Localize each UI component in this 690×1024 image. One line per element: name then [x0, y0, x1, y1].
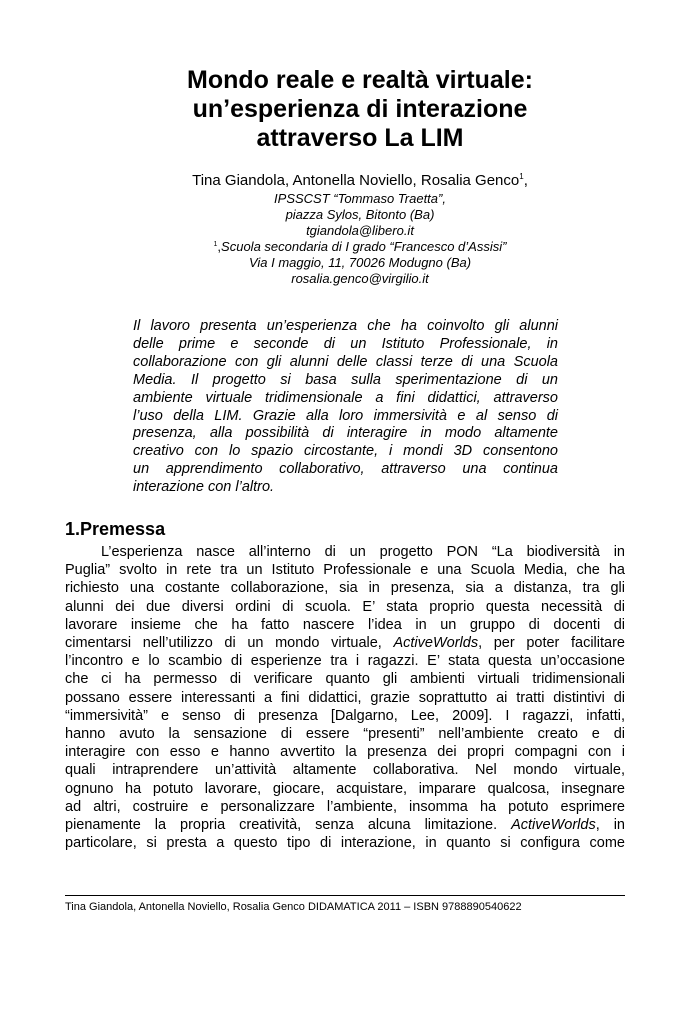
affiliation-2-address: Via I maggio, 11, 70026 Modugno (Ba) — [248, 255, 472, 270]
abstract-line: Il lavoro presenta un’esperienza che ha coinvolto gli alunni — [133, 318, 558, 334]
body-line: lavorare insieme che ha fatto nascere l’idea in un gruppo di docenti di — [65, 616, 625, 633]
affiliation-2-name: Scuola secondaria di I grado “Francesco d’Assisi” — [221, 239, 507, 254]
abstract-line: collaborazione con gli alunni delle classi terze di una Scuola — [133, 353, 558, 370]
affiliation-2-superscript: 1 — [213, 241, 218, 248]
section-heading: 1.Premessa — [65, 519, 166, 539]
page-footer: Tina Giandola, Antonella Noviello, Rosalia Genco DIDAMATICA 2011 – ISBN 9788890540622 — [65, 901, 522, 913]
authors-superscript: 1 — [519, 172, 524, 181]
body-line: L’esperienza nasce all’interno di un progetto PON “La biodiversità in — [101, 544, 625, 560]
body-line: richiesto una costante collaborazione, sia in presenza, sia a distanza, tra gli — [65, 580, 625, 597]
author-list — [70, 171, 650, 190]
body-line: possano essere interessanti a fini didattici, grazie soprattutto ai tratti distintivi di — [65, 689, 625, 706]
body-line: interagire con esso e hanno avvertito la presenza dei propri compagni con i — [65, 744, 625, 761]
affiliation-2-name-line — [70, 239, 650, 255]
body-line: ad altri, costruire e personalizzare l’ambiente, insomma ha potuto esprimere — [65, 798, 625, 815]
abstract-line: Media. Il progetto si basa sulla sperimentazione di un — [133, 371, 558, 388]
body-line: quali intraprendere un’attività altamente collaborativa. Nel mondo virtuale, — [65, 762, 625, 779]
body-line: che ci ha permesso di verificare quanto gli ambienti virtuali tridimensionali — [65, 671, 625, 688]
paper-title — [70, 66, 650, 153]
affiliations — [70, 191, 650, 287]
body-line: hanno avuto la sensazione di essere “presenti” nell’ambiente creato e di — [65, 726, 625, 743]
abstract — [133, 318, 558, 497]
affiliation-1-address: piazza Sylos, Bitonto (Ba) — [285, 207, 435, 222]
body-line: l’incontro e lo scambio di esperienze tra i ragazzi. E’ stata questa un’occasione — [65, 653, 625, 670]
title-line-1: Mondo reale e realtà virtuale: — [187, 66, 533, 94]
title-line-2: un’esperienza di interazione — [192, 95, 528, 123]
abstract-line: creativo con lo spazio circostante, i mondi 3D consentono — [133, 443, 558, 460]
body-paragraph — [65, 543, 625, 852]
abstract-line: interazione con l’altro. — [133, 479, 275, 496]
abstract-line: presenza, alla possibilità di interagire in modo altamente — [133, 425, 558, 442]
title-line-3: attraverso La LIM — [256, 124, 464, 152]
authors-text: Tina Giandola, Antonella Noviello, Rosalia Genco — [192, 172, 520, 189]
body-line: cimentarsi nell’utilizzo di un mondo virtuale, ActiveWorlds, per poter facilitare — [65, 635, 625, 652]
affiliation-1-name: IPSSCST “Tommaso Traetta”, — [274, 191, 446, 206]
authors-trailing-comma: , — [523, 172, 528, 189]
abstract-line: ambiente virtuale tridimensionale a fini didattici, attraverso — [133, 389, 558, 406]
abstract-line: delle prime e seconde di un Istituto Professionale, in — [133, 335, 558, 352]
abstract-line: l’uso della LIM. Grazie alla loro immersività e al senso di — [133, 407, 558, 424]
abstract-line: un apprendimento collaborativo, attraverso una continua — [133, 461, 558, 478]
body-line: particolare, si presta a questo tipo di interazione, in quanto si configura come — [65, 835, 625, 852]
affiliation-2-email: rosalia.genco@virgilio.it — [291, 271, 429, 286]
affiliation-1-email: tgiandola@libero.it — [306, 223, 414, 238]
affiliation-2-prefix: , — [217, 239, 222, 254]
footer-divider — [65, 895, 625, 896]
body-line: Puglia” svolto in rete tra un Istituto Professionale e una Scuola Media, che ha — [65, 562, 625, 579]
body-line: ognuno ha potuto lavorare, giocare, acquistare, imparare qualcosa, insegnare — [65, 780, 625, 797]
body-line: pienamente la propria creatività, senza alcuna limitazione. ActiveWorlds, in — [65, 817, 626, 834]
body-line: “immersività” e senso di presenza [Dalgarno, Lee, 2009]. I ragazzi, infatti, — [65, 707, 625, 724]
body-line: alunni dei due diversi ordini di scuola. E’ stata proprio questa necessità di — [65, 598, 625, 615]
